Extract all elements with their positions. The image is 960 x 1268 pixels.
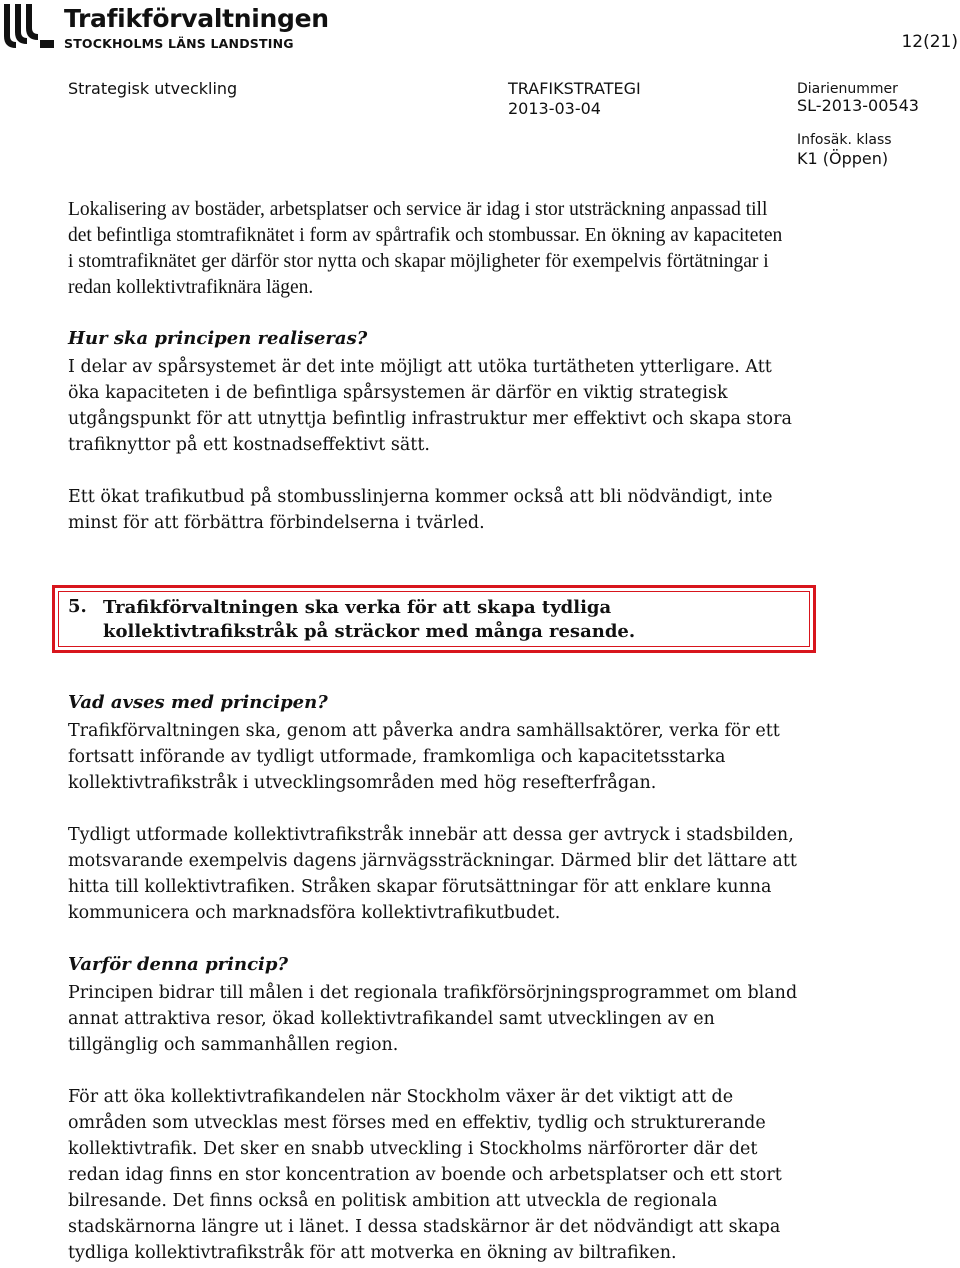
section-heading-meaning: Vad avses med principen? (68, 692, 328, 713)
security-class-label: Infosäk. klass (797, 132, 892, 148)
section-heading-why: Varför denna princip? (68, 954, 289, 975)
page-number: 12(21) (901, 32, 958, 52)
paragraph-1: Lokalisering av bostäder, arbetsplatser och service är idag i stor utsträckning anpassad till det befintliga stomtrafiknätet i form av spårtrafik och stombussar. En ökning av kapaciteten i stomtrafiknätet ger därför stor nytta och skapar möjligheter för exempelvis förtätningar i redan kollektivtrafiknära lägen. (68, 199, 783, 298)
document-date: 2013-03-04 (508, 99, 601, 118)
paragraph-4: Trafikförvaltningen ska, genom att påverka andra samhällsaktörer, verka för ett fortsatt införande av tydligt utformade, framkomliga och kapacitetsstarka kollektivtrafikstråk i utvecklingsområden med hög resefterfrågan. (68, 721, 780, 793)
registry-number-label: Diarienummer (797, 81, 898, 97)
section-heading-realisation: Hur ska principen realiseras? (68, 328, 368, 349)
paragraph-5: Tydligt utformade kollektivtrafikstråk innebär att dessa ger avtryck i stadsbilden, motsvarande exempelvis dagens järnvägssträckningar. Därmed blir det lättare att hitta till kollektivtrafiken. Stråken skapar förutsättningar för att enklare kunna kommunicera och marknadsföra kollektivtrafikutbudet. (68, 825, 797, 923)
department-label: Strategisk utveckling (68, 79, 238, 98)
document-title: TRAFIKSTRATEGI (508, 79, 641, 98)
organization-name: Trafikförvaltningen (64, 4, 329, 33)
organization-logo-icon (2, 2, 56, 50)
organization-subtitle: STOCKHOLMS LÄNS LANDSTING (64, 36, 294, 51)
paragraph-7: För att öka kollektivtrafikandelen när Stockholm växer är det viktigt att de områden som utvecklas mest förses med en effektiv, tydlig och strukturerande kollektivtrafik. Det sker en snabb utveckling i Stockholms närförorter där det redan idag finns en stor koncentration av boende och arbetsplatser och ett stort bilresande. Det finns också en politisk ambition att utveckla de regionala stadskärnorna längre ut i länet. I dessa stadskärnor är det nödvändigt att skapa tydliga kollektivtrafikstråk för att motverka en ökning av biltrafiken. (68, 1087, 782, 1263)
paragraph-6: Principen bidrar till målen i det regionala trafikförsörjningsprogrammet om bland annat attraktiva resor, ökad kollektivtrafikandel samt utvecklingen av en tillgänglig och sammanhållen region. (68, 983, 798, 1055)
security-class-value: K1 (Öppen) (797, 149, 889, 168)
principle-statement: Trafikförvaltningen ska verka för att skapa tydliga kollektivtrafikstråk på sträckor med många resande. (103, 597, 636, 642)
paragraph-2: I delar av spårsystemet är det inte möjligt att utöka turtätheten ytterligare. Att öka kapaciteten i de befintliga spårsystemen är därför en viktig strategisk utgångspunkt för att utnyttja befintlig infrastruktur mer effektivt och skapa stora trafiknyttor på ett kostnadseffektivt sätt. (68, 357, 792, 455)
principle-number: 5. (68, 596, 87, 617)
registry-number-value: SL-2013-00543 (797, 96, 919, 115)
paragraph-3: Ett ökat trafikutbud på stombusslinjerna kommer också att bli nödvändigt, inte minst för att förbättra förbindelserna i tvärled. (68, 487, 773, 533)
